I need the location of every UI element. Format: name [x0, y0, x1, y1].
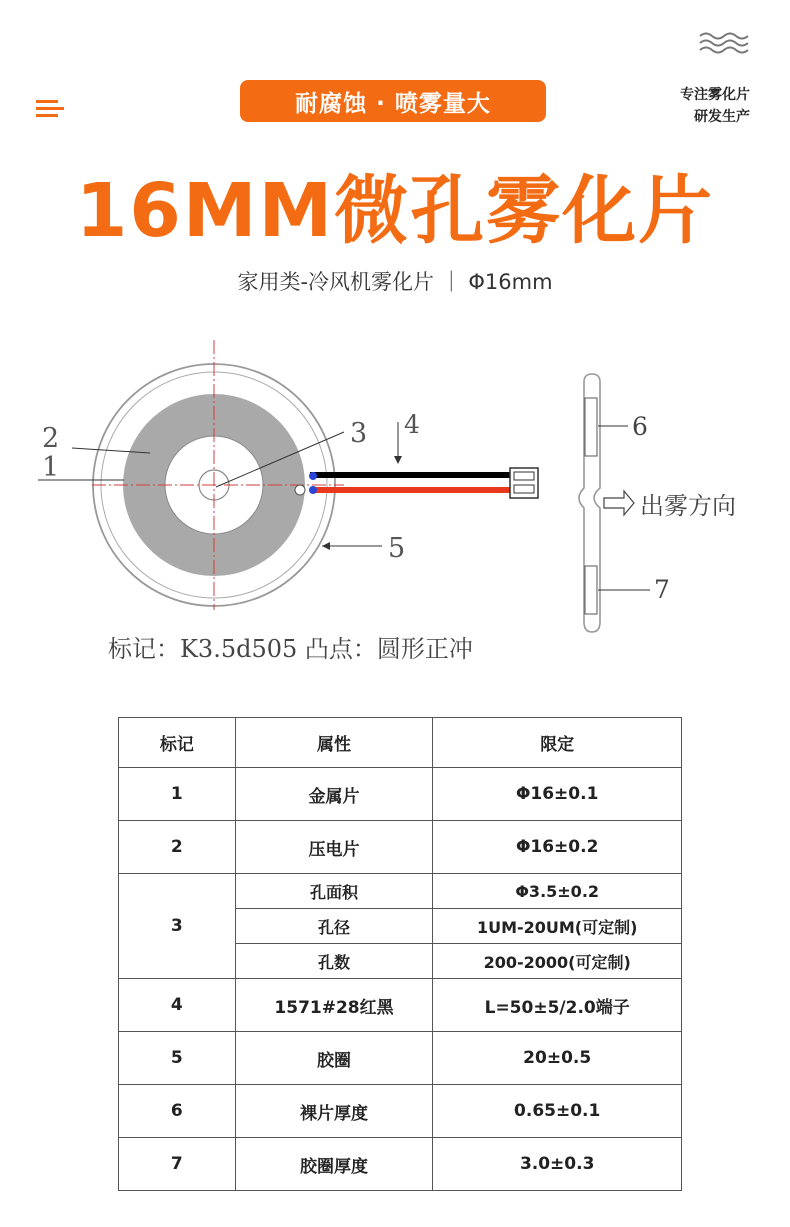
menu-icon[interactable] [36, 98, 64, 118]
wave-icon [698, 30, 752, 54]
row-mark: 2 [119, 821, 236, 874]
row-limit: 3.0±0.3 [433, 1138, 682, 1191]
table-row [119, 768, 682, 821]
side-note [680, 84, 750, 128]
side-chip-lower [585, 566, 597, 614]
row-limit: Φ16±0.2 [433, 821, 682, 874]
row-attr: 胶圈 [235, 1032, 433, 1085]
table-row [119, 979, 682, 1032]
side-chip-upper [585, 398, 597, 456]
row-limit: Φ16±0.1 [433, 768, 682, 821]
row-mark: 5 [119, 1032, 236, 1085]
row-mark: 4 [119, 979, 236, 1032]
row-limit: 0.65±0.1 [433, 1085, 682, 1138]
label-6: 6 [632, 412, 648, 441]
row-mark: 7 [119, 1138, 236, 1191]
label-2: 2 [42, 423, 60, 454]
direction-arrow-icon [604, 491, 634, 515]
row-mark: 3 [119, 874, 236, 979]
row-attr: 压电片 [235, 821, 433, 874]
row-limit: 200-2000(可定制) [433, 944, 682, 979]
label-5: 5 [388, 533, 406, 564]
table-row [119, 874, 682, 909]
header-attr: 属性 [235, 718, 433, 768]
atomizer-diagram [0, 320, 790, 700]
diagram-caption: 标记：K3.5d505 凸点：圆形正冲 [108, 635, 473, 663]
side-note-line2: 研发生产 [694, 109, 750, 125]
spec-table [118, 717, 682, 1191]
header-limit: 限定 [433, 718, 682, 768]
row-attr: 金属片 [235, 768, 433, 821]
row-mark: 1 [119, 768, 236, 821]
label-1: 1 [42, 452, 60, 483]
row-attr: 胶圈厚度 [235, 1138, 433, 1191]
table-header-row [119, 718, 682, 768]
header-mark: 标记 [119, 718, 236, 768]
side-note-line1: 专注雾化片 [680, 87, 750, 103]
page-subtitle: 家用类-冷风机雾化片 ｜ Φ16mm [237, 270, 553, 294]
table-row [119, 1085, 682, 1138]
table-row [119, 1138, 682, 1191]
row-attr: 孔径 [235, 909, 433, 944]
label-3: 3 [350, 418, 368, 449]
row-limit: 20±0.5 [433, 1032, 682, 1085]
row-attr: 裸片厚度 [235, 1085, 433, 1138]
row-limit: Φ3.5±0.2 [433, 874, 682, 909]
table-row [119, 821, 682, 874]
tagline-badge: 耐腐蚀 · 喷雾量大 [240, 80, 546, 122]
page-title: 16MM微孔雾化片 [75, 168, 715, 254]
row-attr: 孔数 [235, 944, 433, 979]
label-4: 4 [404, 410, 420, 439]
row-mark: 6 [119, 1085, 236, 1138]
direction-label: 出雾方向 [640, 492, 736, 520]
row-limit: 1UM-20UM(可定制) [433, 909, 682, 944]
row-attr: 孔面积 [235, 874, 433, 909]
row-limit: L=50±5/2.0端子 [433, 979, 682, 1032]
row-attr: 1571#28红黑 [235, 979, 433, 1032]
label-7: 7 [654, 575, 670, 604]
table-row [119, 1032, 682, 1085]
